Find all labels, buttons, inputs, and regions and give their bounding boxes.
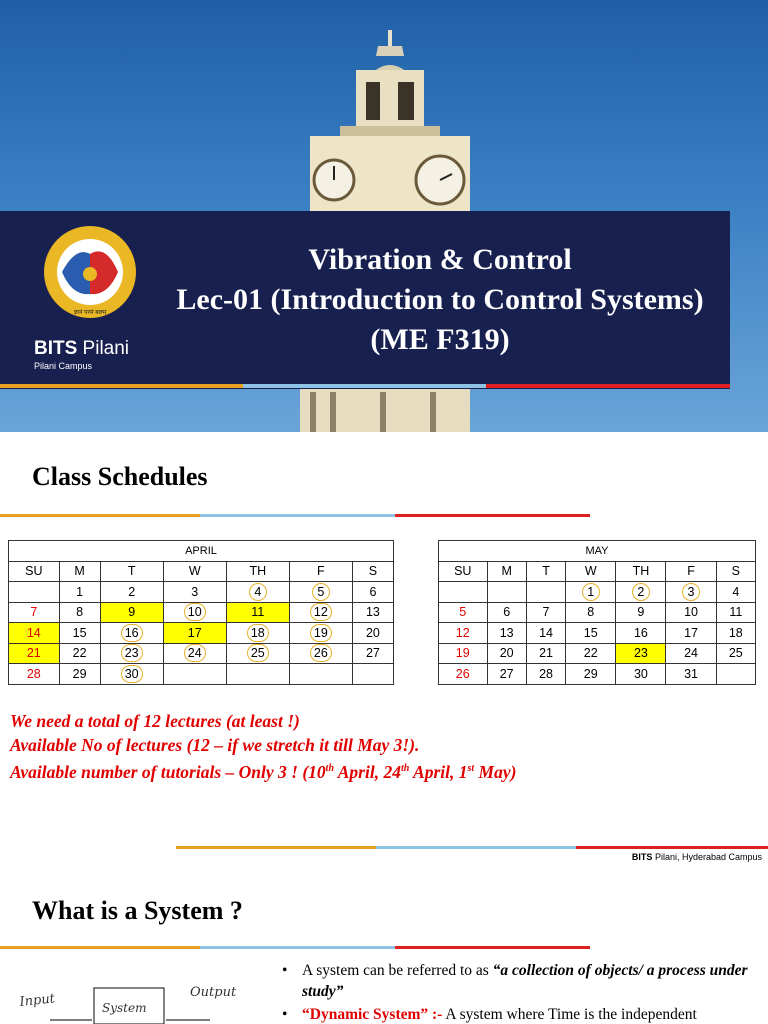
calendar-date-cell: 18 bbox=[716, 623, 755, 644]
calendar-date-cell: 27 bbox=[487, 664, 526, 685]
calendar-date-cell: 31 bbox=[666, 664, 716, 685]
calendar-date-cell: 22 bbox=[566, 643, 616, 664]
calendar-day-header: M bbox=[59, 561, 100, 582]
calendar-date-cell: 4 bbox=[716, 582, 755, 603]
calendar-date-cell: 19 bbox=[439, 643, 488, 664]
footer-rule-blue bbox=[376, 846, 576, 849]
calendar-date-cell bbox=[352, 664, 393, 685]
calendar-day-header: W bbox=[163, 561, 226, 582]
calendar-date-cell: 20 bbox=[487, 643, 526, 664]
calendar-date-cell bbox=[289, 664, 352, 685]
calendar-date-cell: 30 bbox=[100, 664, 163, 685]
calendar-date-cell: 21 bbox=[9, 643, 60, 664]
calendar-day-header: T bbox=[100, 561, 163, 582]
calendar-date-cell: 22 bbox=[59, 643, 100, 664]
calendar-date-cell: 8 bbox=[59, 602, 100, 623]
calendar-date-cell bbox=[526, 582, 565, 603]
calendar-date-cell: 20 bbox=[352, 623, 393, 644]
calendar-date-cell: 25 bbox=[716, 643, 755, 664]
calendar-date-cell: 23 bbox=[100, 643, 163, 664]
calendar-date-cell: 27 bbox=[352, 643, 393, 664]
bullet-dynamic-system: • “Dynamic System” :- A system where Time is the independent bbox=[282, 1004, 762, 1024]
calendar-day-header: SU bbox=[9, 561, 60, 582]
banner-rule-orange bbox=[0, 384, 243, 388]
calendar-date-cell: 24 bbox=[666, 643, 716, 664]
calendar-date-cell: 2 bbox=[100, 582, 163, 603]
calendar-date-cell: 18 bbox=[226, 623, 289, 644]
calendar-date-cell: 30 bbox=[616, 664, 666, 685]
calendar-date-cell: 15 bbox=[566, 623, 616, 644]
calendar-date-cell: 14 bbox=[526, 623, 565, 644]
calendar-date-cell: 28 bbox=[9, 664, 60, 685]
calendar-date-cell: 24 bbox=[163, 643, 226, 664]
calendar-date-cell: 16 bbox=[616, 623, 666, 644]
calendar-date-cell: 1 bbox=[566, 582, 616, 603]
system-block-sketch bbox=[10, 976, 270, 1024]
slide-heading: Class Schedules bbox=[32, 462, 208, 491]
heading-rule-red bbox=[395, 946, 590, 949]
bullet-definition: • A system can be referred to as “a collection of objects/ a process under study” bbox=[282, 960, 762, 1002]
footer-rule-red bbox=[576, 846, 768, 849]
bits-logo-icon bbox=[22, 224, 158, 324]
calendar-date-cell: 9 bbox=[616, 602, 666, 623]
calendar-date-cell: 6 bbox=[352, 582, 393, 603]
calendar-date-cell bbox=[487, 582, 526, 603]
calendar-day-header: S bbox=[352, 561, 393, 582]
calendar-day-header: F bbox=[666, 561, 716, 582]
calendar-date-cell: 2 bbox=[616, 582, 666, 603]
sketch-input-label: Input bbox=[18, 991, 56, 1010]
calendar-date-cell bbox=[163, 664, 226, 685]
banner-rule-blue bbox=[243, 384, 486, 388]
calendar-date-cell: 5 bbox=[439, 602, 488, 623]
heading-rule-blue bbox=[200, 946, 395, 949]
calendar-date-cell: 29 bbox=[566, 664, 616, 685]
calendar-date-cell: 17 bbox=[163, 623, 226, 644]
calendar-day-header: F bbox=[289, 561, 352, 582]
calendar-date-cell: 17 bbox=[666, 623, 716, 644]
calendar-date-cell: 9 bbox=[100, 602, 163, 623]
calendar-date-cell: 19 bbox=[289, 623, 352, 644]
calendar-date-cell: 11 bbox=[716, 602, 755, 623]
calendar-date-cell: 16 bbox=[100, 623, 163, 644]
system-bullets bbox=[282, 960, 762, 1024]
title-line-3: (ME F319) bbox=[370, 323, 510, 356]
brand-campus: Pilani Campus bbox=[34, 361, 93, 371]
calendar-date-cell: 29 bbox=[59, 664, 100, 685]
calendar-day-header: W bbox=[566, 561, 616, 582]
calendar-date-cell: 11 bbox=[226, 602, 289, 623]
slide-heading: What is a System ? bbox=[32, 896, 243, 925]
calendar-date-cell bbox=[226, 664, 289, 685]
calendar-date-cell: 8 bbox=[566, 602, 616, 623]
calendar-date-cell: 5 bbox=[289, 582, 352, 603]
calendar-date-cell: 26 bbox=[439, 664, 488, 685]
april-calendar bbox=[8, 540, 394, 685]
calendar-date-cell: 26 bbox=[289, 643, 352, 664]
calendar-date-cell: 7 bbox=[526, 602, 565, 623]
lecture-title bbox=[160, 240, 720, 360]
calendar-date-cell: 12 bbox=[289, 602, 352, 623]
banner-rule-red bbox=[486, 384, 730, 388]
calendar-date-cell bbox=[9, 582, 60, 603]
note-available-lectures: Available No of lectures (12 – if we stretch it till May 3!). bbox=[10, 734, 420, 755]
footer-rule-orange bbox=[176, 846, 376, 849]
title-line-2: Lec-01 (Introduction to Control Systems) bbox=[176, 283, 704, 316]
calendar-date-cell: 6 bbox=[487, 602, 526, 623]
sketch-system-label: System bbox=[102, 1001, 147, 1015]
calendar-date-cell: 12 bbox=[439, 623, 488, 644]
calendar-date-cell: 4 bbox=[226, 582, 289, 603]
calendar-day-header: TH bbox=[616, 561, 666, 582]
heading-rule-red bbox=[395, 514, 590, 517]
heading-rule-orange bbox=[0, 946, 200, 949]
calendar-date-cell: 25 bbox=[226, 643, 289, 664]
schedule-notes bbox=[10, 710, 516, 784]
calendar-date-cell: 10 bbox=[666, 602, 716, 623]
calendar-date-cell: 13 bbox=[487, 623, 526, 644]
calendar-date-cell: 3 bbox=[163, 582, 226, 603]
calendar-date-cell bbox=[716, 664, 755, 685]
class-schedule-slide bbox=[0, 432, 768, 864]
calendar-date-cell: 7 bbox=[9, 602, 60, 623]
footer-campus: BITS Pilani, Hyderabad Campus bbox=[631, 852, 762, 862]
calendar-date-cell: 10 bbox=[163, 602, 226, 623]
calendar-date-cell: 28 bbox=[526, 664, 565, 685]
sketch-output-label: Output bbox=[190, 985, 237, 1000]
svg-text:ज्ञानं परमं बलम्: ज्ञानं परमं बलम् bbox=[73, 310, 107, 316]
note-total-lectures: We need a total of 12 lectures (at least !) bbox=[10, 711, 300, 731]
what-is-system-slide bbox=[0, 864, 768, 1024]
calendar-date-cell: 21 bbox=[526, 643, 565, 664]
brand-name: BITS Pilani bbox=[34, 338, 130, 359]
calendar-date-cell: 15 bbox=[59, 623, 100, 644]
calendar-day-header: T bbox=[526, 561, 565, 582]
calendar-month-title: APRIL bbox=[9, 541, 394, 562]
calendar-date-cell bbox=[439, 582, 488, 603]
calendar-date-cell: 13 bbox=[352, 602, 393, 623]
title-line-1: Vibration & Control bbox=[308, 243, 572, 276]
calendar-date-cell: 3 bbox=[666, 582, 716, 603]
calendar-day-header: TH bbox=[226, 561, 289, 582]
heading-rule-blue bbox=[200, 514, 395, 517]
calendar-day-header: S bbox=[716, 561, 755, 582]
calendar-date-cell: 14 bbox=[9, 623, 60, 644]
calendar-month-title: MAY bbox=[439, 541, 756, 562]
calendar-date-cell: 23 bbox=[616, 643, 666, 664]
may-calendar bbox=[438, 540, 756, 685]
calendar-day-header: SU bbox=[439, 561, 488, 582]
calendar-date-cell: 1 bbox=[59, 582, 100, 603]
calendar-day-header: M bbox=[487, 561, 526, 582]
heading-rule-orange bbox=[0, 514, 200, 517]
title-slide bbox=[0, 0, 768, 432]
note-tutorials: Available number of tutorials – Only 3 ! (10th April, 24th April, 1st May) bbox=[10, 761, 517, 782]
